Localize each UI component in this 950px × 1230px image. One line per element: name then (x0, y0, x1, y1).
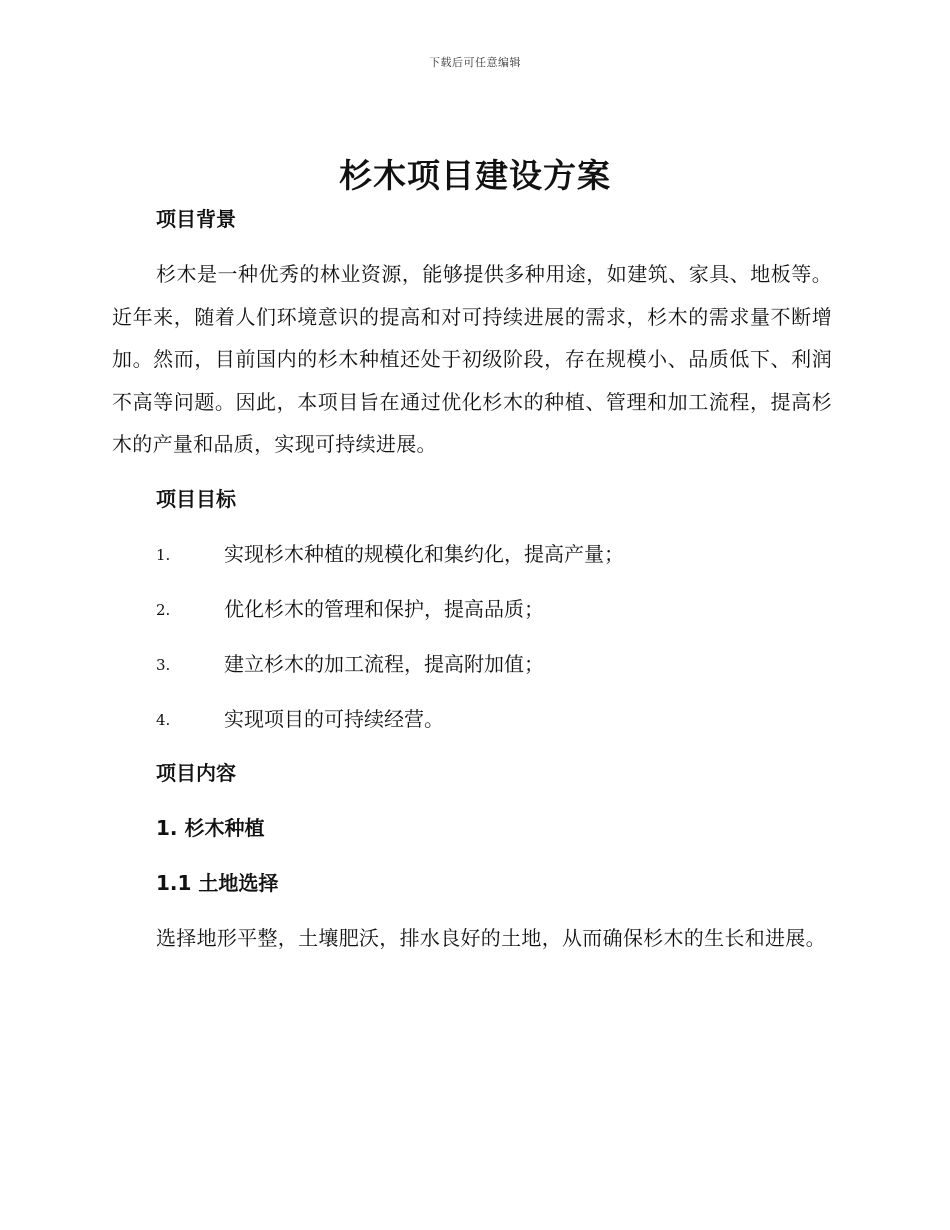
header-note: 下载后可任意编辑 (429, 56, 521, 69)
list-item (156, 704, 836, 734)
list-item-text: 实现项目的可持续经营。 (224, 707, 444, 731)
document-title: 杉木项目建设方案 (339, 156, 611, 195)
paragraph-land-selection: 选择地形平整，土壤肥沃，排水良好的土地，从而确保杉木的生长和进展。 (156, 926, 826, 950)
subheading-land-selection: 1.1 土地选择 (156, 871, 279, 895)
list-item-number: 4. (156, 711, 171, 729)
subheading-planting: 1. 杉木种植 (156, 816, 265, 840)
section-heading-content: 项目内容 (156, 761, 236, 785)
section-heading-background: 项目背景 (156, 207, 236, 231)
section-heading-goals: 项目目标 (156, 487, 236, 511)
paragraph-background: 杉木是一种优秀的林业资源，能够提供多种用途，如建筑、家具、地板等。近年来，随着人们环境意识的提高和对可持续进展的需求，杉木的需求量不断增加。然而，目前国内的杉木种植还处于初级阶段，存在规模小、品质低下、利润不高等问题。因此，本项目旨在通过优化杉木的种植、管理和加工流程，提高杉木的产量和品质，实现可持续进展。 (112, 262, 832, 456)
list-item (156, 539, 836, 569)
list-item (156, 594, 836, 624)
list-item-text: 优化杉木的管理和保护，提高品质； (224, 597, 544, 621)
list-item-text: 建立杉木的加工流程，提高附加值； (224, 652, 544, 676)
list-item (156, 649, 836, 679)
list-item-text: 实现杉木种植的规模化和集约化，提高产量； (224, 542, 624, 566)
list-item-number: 3. (156, 656, 171, 674)
list-item-number: 2. (156, 601, 171, 619)
list-item-number: 1. (156, 546, 171, 564)
